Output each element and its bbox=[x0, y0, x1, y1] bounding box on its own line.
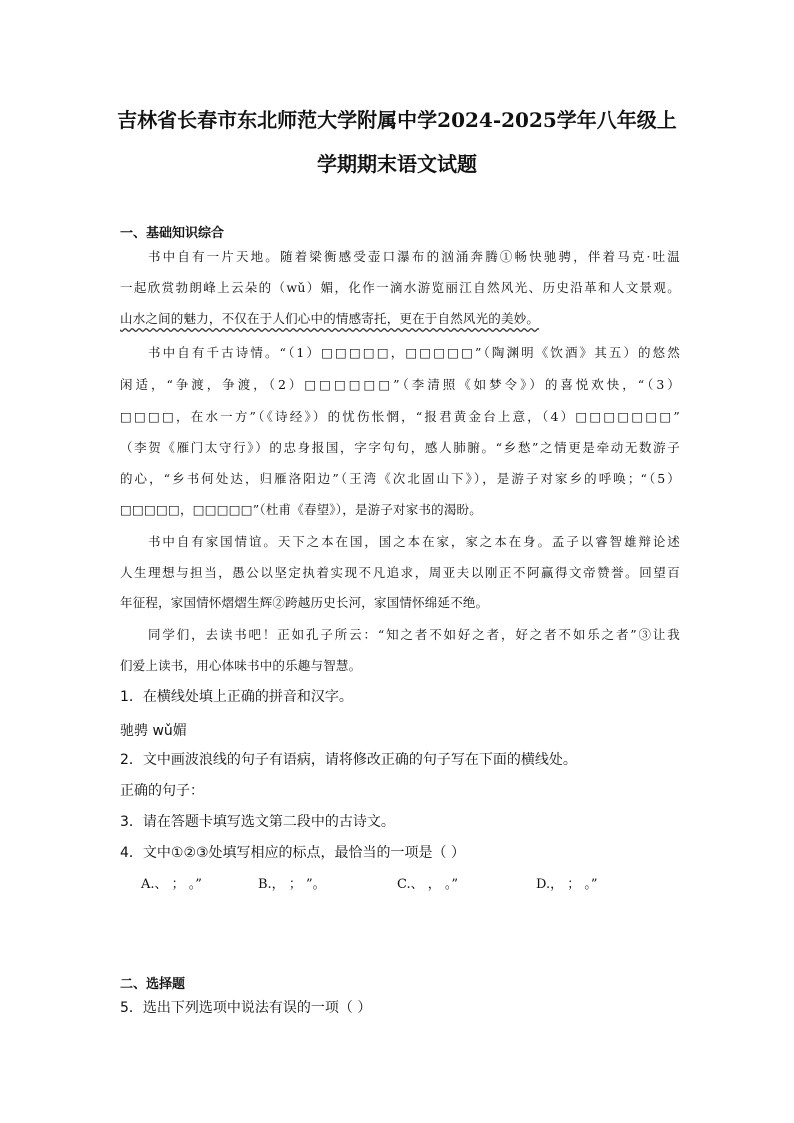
question-2-answer-label: 正确的句子： bbox=[120, 783, 204, 799]
question-1-answer: 驰骋 wǔ媚 bbox=[120, 723, 187, 739]
passage-p1-line-2: 一起欣赏勃朗峰上云朵的（wǔ）媚，化作一滴水游览丽江自然风光、历史沿革和人文景观。 bbox=[120, 280, 680, 295]
page-title-line-1: 吉林省长春市东北师范大学附属中学2024-2025学年八年级上 bbox=[117, 108, 677, 132]
passage-p2-line-3: □□□□，在水一方”（《诗经》）的忧伤怅惘，“报君黄金台上意，（4）□□□□□□□” bbox=[120, 409, 680, 424]
passage-p2-line-2: 闲适，“争渡，争渡，（2）□□□□□□”（李清照《如梦令》）的喜悦欢快，“（3） bbox=[120, 377, 680, 392]
passage-p4-line-2: 们爱上读书，用心体味书中的乐趣与智慧。 bbox=[120, 658, 362, 673]
question-4-option-b: B.， ； ”。 bbox=[258, 877, 326, 892]
page-title-line-2: 学期期末语文试题 bbox=[317, 152, 477, 176]
passage-p1-line-1: 书中自有一片天地。随着梁衡感受壶口瀑布的汹涌奔腾①畅快驰骋，伴着马克·吐温 bbox=[148, 249, 680, 264]
question-4-option-a: A.、 ； 。” bbox=[141, 877, 202, 892]
passage-p2-line-6: □□□□□，□□□□□”（杜甫《春望》），是游子对家书的渴盼。 bbox=[120, 502, 482, 517]
question-1: 1．在横线处填上正确的拼音和汉字。 bbox=[120, 689, 353, 705]
wavy-underlined-sentence: 山水之间的魅力，不仅在于人们心中的情感寄托，更在于自然风光的美妙。 bbox=[120, 311, 540, 326]
passage-p1-line-3-wavy-sentence bbox=[120, 303, 680, 334]
passage-p3-line-2: 人生理想与担当，愚公以坚定执着实现不凡追求，周亚夫以刚正不阿赢得文帝赞誉。回望百 bbox=[120, 565, 680, 580]
question-4: 4．文中①②③处填写相应的标点，最恰当的一项是（ ） bbox=[120, 845, 466, 861]
passage-p2-line-4: （李贺《雁门太守行》）的忠身报国，字字句句，感人肺腑。“乡愁”之情更是牵动无数游子 bbox=[120, 440, 680, 455]
passage-p2-line-1: 书中自有千古诗情。“（1）□□□□□，□□□□□”（陶渊明《饮酒》其五）的悠然 bbox=[148, 345, 680, 360]
question-4-option-c: C.、 ， 。” bbox=[397, 877, 459, 892]
passage-p4-line-1: 同学们，去读书吧！正如孔子所云：“知之者不如好之者，好之者不如乐之者”③让我 bbox=[148, 627, 680, 642]
passage-p3-line-3: 年征程，家国情怀熠熠生辉②跨越历史长河，家国情怀绵延不绝。 bbox=[120, 595, 489, 610]
question-5: 5．选出下列选项中说法有误的一项（ ） bbox=[120, 1000, 372, 1016]
section-heading-multiple-choice: 二、选择题 bbox=[120, 977, 186, 992]
question-3: 3．请在答题卡填写选文第二段中的古诗文。 bbox=[120, 814, 395, 830]
question-2: 2．文中画波浪线的句子有语病，请将修改正确的句子写在下面的横线处。 bbox=[120, 752, 577, 768]
question-4-option-d: D.， ； 。” bbox=[536, 877, 598, 892]
passage-p3-line-1: 书中自有家国情谊。天下之本在国，国之本在家，家之本在身。孟子以睿智雄辩论述 bbox=[148, 534, 680, 549]
section-heading-basic-knowledge: 一、基础知识综合 bbox=[120, 226, 225, 241]
passage-p2-line-5: 的心，“乡书何处达，归雁洛阳边”（王湾《次北固山下》），是游子对家乡的呼唤；“（5） bbox=[120, 471, 680, 486]
